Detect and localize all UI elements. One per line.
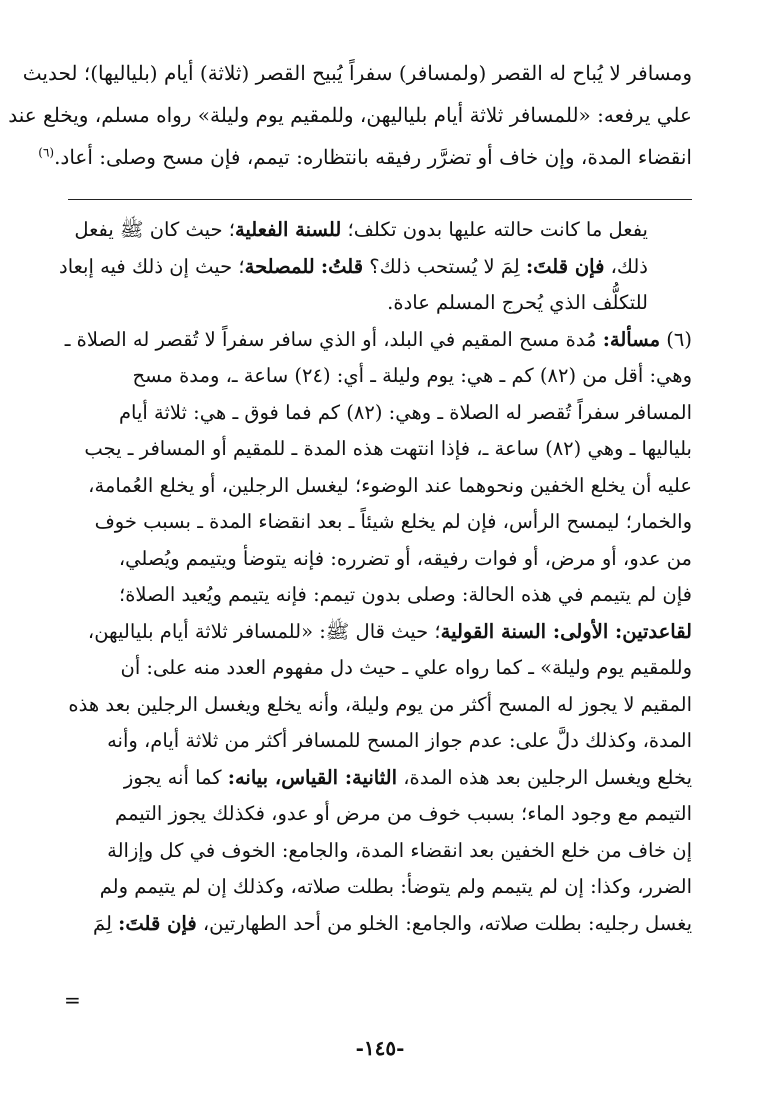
footnote-reference: (٦)	[38, 145, 55, 160]
footnote-line	[68, 906, 692, 943]
footnote-bold-run: للمصلحة	[244, 254, 315, 278]
footnote-text-run: يفعل ما كانت حالته عليها بدون تكلف؛	[341, 218, 648, 241]
main-text-line-content: انقضاء المدة، وإن خاف أو تضرَّر رفيقه بانتظاره: تيمم، فإن مسح وصلى: أعاد.	[54, 145, 692, 169]
footnote-text-run: يخلع ويغسل الرجلين بعد هذه المدة،	[397, 765, 692, 789]
footnote-line	[68, 833, 692, 870]
footnote-line	[68, 650, 692, 687]
footnote-text-run: مُدة مسح المقيم في البلد، أو الذي سافر سفراً لا تُقصر له الصلاة ـ	[64, 327, 603, 351]
main-text-line: ومسافر لا يُباح له القصر (ولمسافر) سفراً يُبيح القصر (ثلاثة) أيام (بلياليها)؛ لحديث	[22, 61, 692, 85]
footnote-line	[68, 614, 692, 651]
footnote-line	[64, 322, 692, 359]
footnote-text-run: التيمم مع وجود الماء؛ بسبب خوف من مرض أو عدو، فكذلك يجوز التيمم	[114, 802, 692, 825]
footnote-text-run: وللمقيم يوم وليلة» ـ كما رواه علي ـ حيث دل مفهوم العدد منه على: أن	[120, 656, 692, 679]
footnote-text-run: ؛ حيث إن ذلك فيه إبعاد	[59, 254, 245, 278]
footnote-text-run: لِمَ	[93, 911, 119, 935]
footnote-line	[68, 796, 692, 833]
footnote-line	[68, 577, 692, 614]
footnote-text-run: لِمَ لا يُستحب ذلك؟	[363, 254, 526, 278]
footnote-text-run: من عدو، أو مرض، أو فوات رفيقه، أو تضرره: فإنه يتوضأ ويتيمم ويُصلي،	[118, 546, 692, 570]
footnote-text-run: للتكلُّف الذي يُحرج المسلم عادة.	[387, 291, 648, 314]
footnote-bold-run: مسألة:	[602, 327, 661, 351]
footnote-line	[68, 212, 692, 249]
main-text-line	[38, 136, 692, 178]
footnote-line	[68, 504, 692, 541]
footnote-bold-run: فإن قلتَ:	[118, 911, 197, 935]
footnote-bold-run: فإن قلتَ:	[525, 254, 605, 278]
footnote-bold-run: قلتُ:	[320, 254, 364, 278]
footnote-line	[68, 358, 692, 395]
main-text-line: علي يرفعه: «للمسافر ثلاثة أيام بلياليهن، وللمقيم يوم وليلة» رواه مسلم، ويخلع عند	[8, 103, 692, 127]
footnote-text-run: عليه أن يخلع الخفين ونحوهما عند الوضوء؛ ليغسل الرجلين، أو يخلع العُمامة،	[88, 473, 692, 497]
main-text	[8, 52, 692, 178]
footnote-text-run: كما أنه يجوز	[123, 765, 228, 789]
footnote-separator	[68, 199, 692, 200]
footnote-text-run: إن خاف من خلع الخفين بعد انقضاء المدة، والجامع: الخوف في كل وإزالة	[107, 838, 692, 862]
footnote-line	[68, 723, 692, 760]
footnote-text-run: المدة، وكذلك دلَّ على: عدم جواز المسح للمسافر أكثر من ثلاثة أيام، وأنه	[107, 729, 692, 752]
footnote-line	[68, 468, 692, 505]
footnote-line	[59, 249, 692, 286]
footnote-line	[68, 431, 692, 468]
footnote-text-run: الضرر، وكذا: إن لم يتيمم ولم يتوضأ: بطلت صلاته، وكذلك إن لم يتيمم ولم	[99, 875, 692, 898]
footnote-line	[68, 869, 692, 906]
footnote-text-run: ذلك،	[604, 254, 648, 278]
footnote-bold-run: للسنة الفعلية	[234, 218, 342, 241]
footnote-text-run: والخمار؛ ليمسح الرأس، فإن لم يخلع شيئاً ـ بعد انقضاء المدة ـ بسبب خوف	[94, 510, 692, 533]
footnote-bold-run: لقاعدتين: الأولى: السنة القولية	[440, 619, 692, 643]
footnotes-section	[59, 212, 692, 942]
footnote-bold-run: الثانية: القياس، بيانه:	[227, 765, 397, 789]
footnote-text-run: المسافر سفراً تُقصر له الصلاة ـ وهي: (٨٢) كم فما فوق ـ هي: ثلاثة أيام	[118, 400, 692, 424]
footnote-text-run: يغسل رجليه: بطلت صلاته، والجامع: الخلو من أحد الطهارتين،	[196, 911, 692, 935]
footnote-text-run: (٦)	[660, 327, 692, 351]
continuation-mark: =	[64, 988, 81, 1012]
footnote-text-run: ؛ حيث كان ﷺ يفعل	[74, 218, 235, 241]
footnote-text-run: فإن لم يتيمم في هذه الحالة: وصلى بدون تيمم: فإنه يتيمم ويُعيد الصلاة؛	[119, 583, 692, 606]
page-number: -١٤٥-	[355, 1036, 405, 1060]
footnote-text-run: وهي: أقل من (٨٢) كم ـ هي: يوم وليلة ـ أي: (٢٤) ساعة ـ، ومدة مسح	[132, 364, 692, 387]
footnote-line	[68, 541, 692, 578]
footnote-text-run: بلياليها ـ وهي (٨٢) ساعة ـ، فإذا انتهت هذه المدة ـ للمقيم أو المسافر ـ يجب	[84, 437, 692, 460]
footnote-line	[68, 285, 692, 322]
footnote-text-run: ؛ حيث قال ﷺ: «للمسافر ثلاثة أيام بلياليهن،	[87, 619, 441, 643]
footnote-text-run: المقيم لا يجوز له المسح أكثر من يوم وليلة، وأنه يخلع ويغسل الرجلين بعد هذه	[68, 692, 692, 716]
footnote-line	[68, 395, 692, 432]
footnote-line	[68, 687, 692, 724]
footnote-line	[68, 760, 692, 797]
